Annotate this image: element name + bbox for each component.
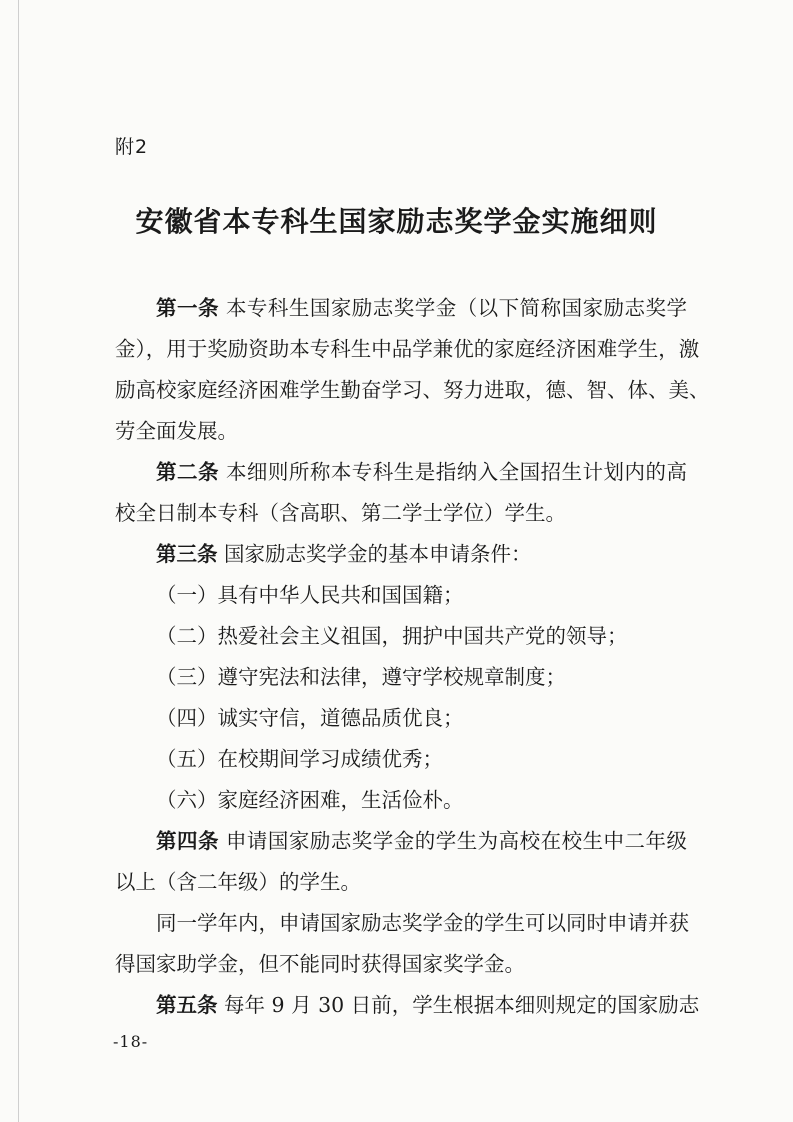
article-2-line-1 — [156, 457, 687, 487]
scan-edge-line — [18, 0, 19, 1122]
article-2-label: 第二条 — [156, 460, 219, 484]
page-number: -18- — [113, 1032, 149, 1051]
article-4-para2-line-2: 得国家助学金，但不能同时获得国家奖学金。 — [115, 952, 525, 976]
article-4-label: 第四条 — [156, 829, 219, 853]
article-5-label: 第五条 — [156, 993, 218, 1017]
article-1-text-1: 本专科生国家励志奖学金（以下简称国家励志奖学 — [225, 296, 687, 320]
article-2-text-1: 本细则所称本专科生是指纳入全国招生计划内的高 — [225, 460, 687, 484]
article-4-line-2: 以上（含二年级）的学生。 — [115, 870, 361, 894]
article-4-para2-line-1: 同一学年内，申请国家励志奖学金的学生可以同时申请并获 — [156, 911, 689, 935]
article-1-line-2: 金），用于奖励资助本专科生中品学兼优的家庭经济困难学生，激 — [115, 337, 700, 361]
condition-item: （五）在校期间学习成绩优秀； — [156, 747, 443, 771]
condition-item: （三）遵守宪法和法律，遵守学校规章制度； — [156, 665, 566, 689]
condition-item: （六）家庭经济困难，生活俭朴。 — [156, 788, 464, 812]
article-5-line-1 — [156, 990, 700, 1020]
article-2-line-2: 校全日制本专科（含高职、第二学士学位）学生。 — [115, 501, 566, 525]
article-3-text-1: 国家励志奖学金的基本申请条件： — [224, 542, 532, 566]
article-1-line-4: 劳全面发展。 — [115, 419, 238, 443]
article-4-text-1: 申请国家励志奖学金的学生为高校在校生中二年级 — [225, 829, 687, 853]
article-3-label: 第三条 — [156, 542, 218, 566]
article-3-line-1 — [156, 539, 532, 569]
article-4-line-1 — [156, 826, 687, 856]
document-title: 安徽省本专科生国家励志奖学金实施细则 — [135, 205, 658, 238]
condition-item: （二）热爱社会主义祖国，拥护中国共产党的领导； — [156, 624, 628, 648]
article-1-label: 第一条 — [156, 296, 219, 320]
article-1-line-3: 励高校家庭经济困难学生勤奋学习、努力进取，德、智、体、美、 — [115, 378, 710, 402]
attachment-label: 附2 — [115, 136, 149, 158]
article-1-line-1 — [156, 293, 687, 323]
article-5-text-1: 每年 9 月 30 日前，学生根据本细则规定的国家励志 — [224, 993, 700, 1017]
condition-item: （四）诚实守信，道德品质优良； — [156, 706, 464, 730]
condition-item: （一）具有中华人民共和国国籍； — [156, 583, 464, 607]
